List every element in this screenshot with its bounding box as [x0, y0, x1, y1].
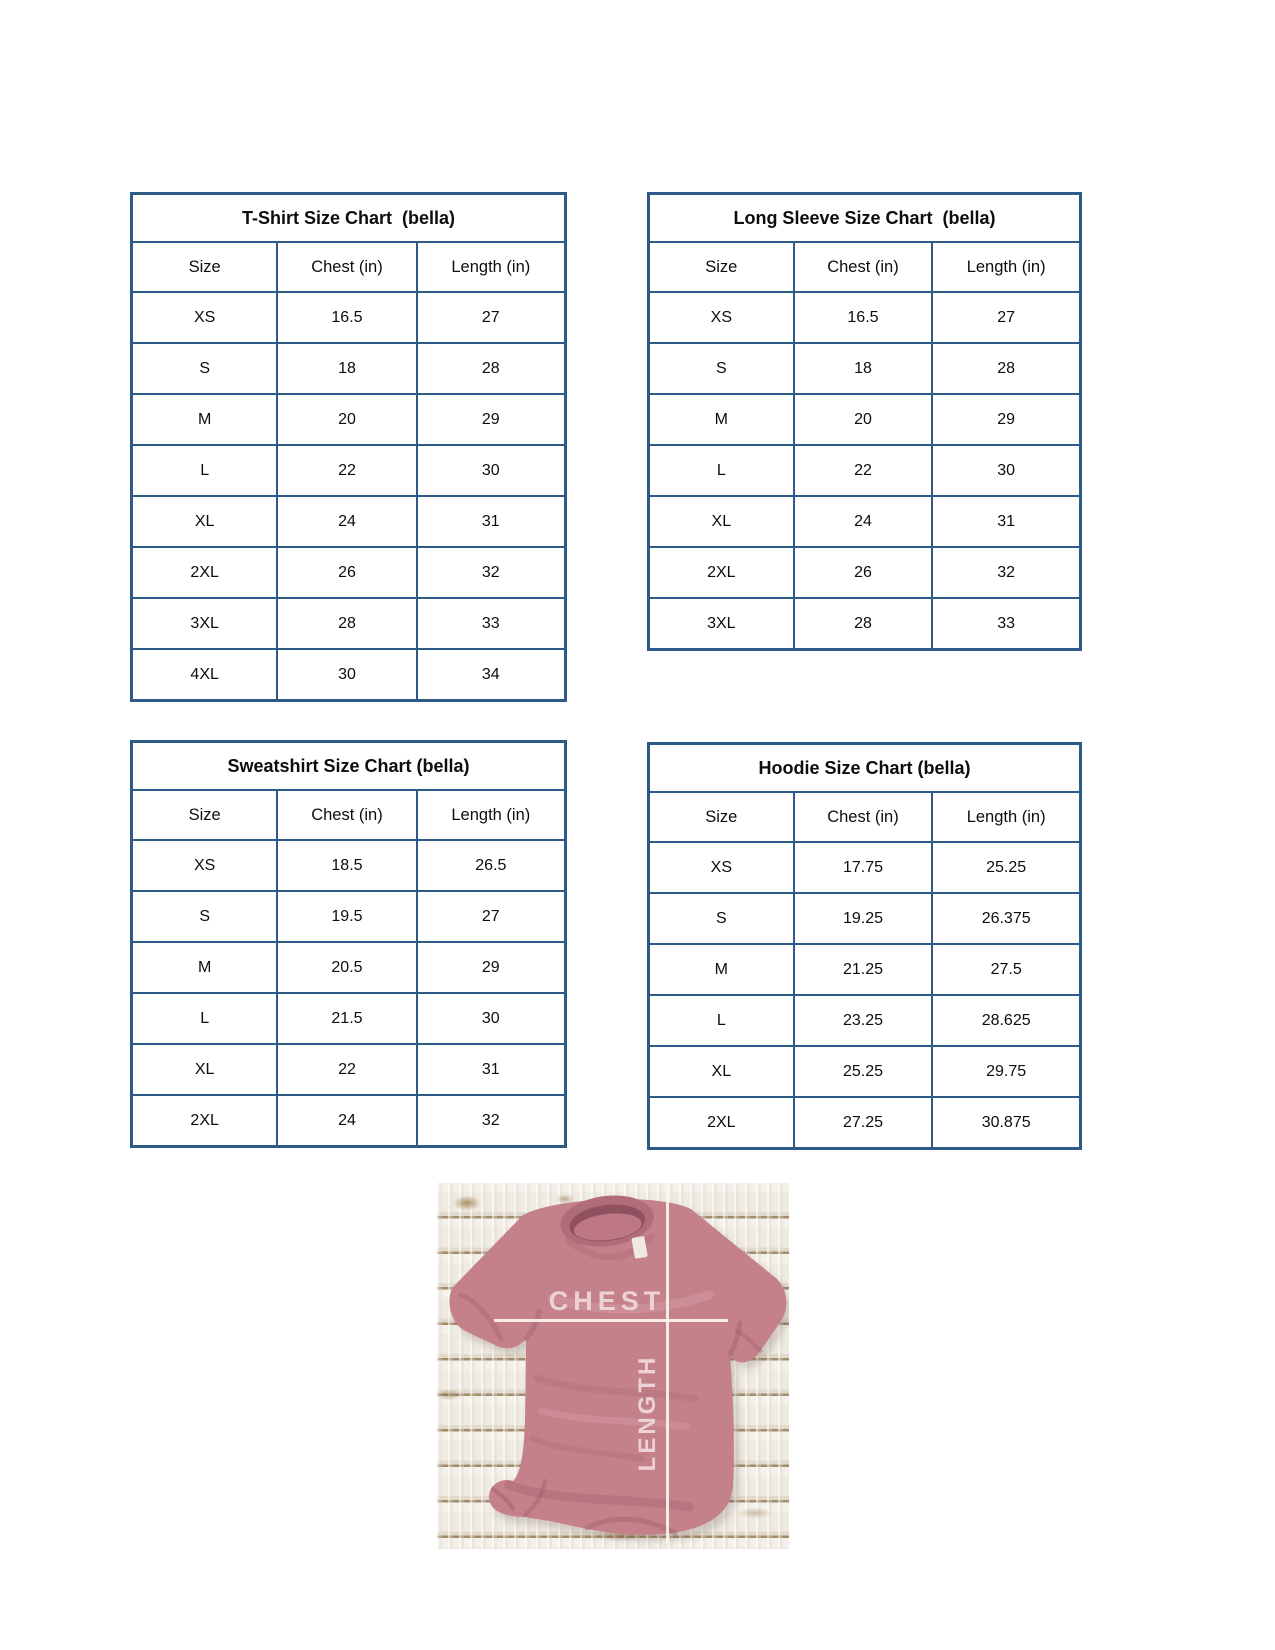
column-header-size: Size: [132, 790, 278, 840]
size-cell: 32: [417, 547, 566, 598]
size-cell: XS: [649, 292, 794, 343]
size-cell: 27: [417, 891, 566, 942]
size-row: [132, 394, 566, 445]
size-cell: S: [649, 893, 794, 944]
longsleeve-size-table: [647, 192, 1082, 651]
column-header-chest: Chest (in): [794, 792, 933, 842]
size-row: [649, 944, 1081, 995]
column-header-chest: Chest (in): [277, 242, 416, 292]
column-header-length: Length (in): [932, 242, 1080, 292]
size-cell: 22: [277, 1044, 416, 1095]
size-cell: 31: [417, 496, 566, 547]
size-cell: 4XL: [132, 649, 278, 701]
size-cell: XL: [132, 1044, 278, 1095]
size-row: [649, 445, 1081, 496]
size-cell: 30: [417, 445, 566, 496]
size-row: [132, 496, 566, 547]
size-cell: 32: [417, 1095, 566, 1147]
size-cell: 20: [794, 394, 933, 445]
size-cell: 31: [417, 1044, 566, 1095]
column-header-chest: Chest (in): [277, 790, 416, 840]
size-cell: 28.625: [932, 995, 1080, 1046]
size-row: [649, 496, 1081, 547]
longsleeve-size-table-container: [647, 192, 1082, 651]
size-cell: 34: [417, 649, 566, 701]
size-cell: S: [132, 891, 278, 942]
size-cell: 26: [794, 547, 933, 598]
size-cell: S: [649, 343, 794, 394]
column-header-length: Length (in): [932, 792, 1080, 842]
size-row: [649, 842, 1081, 893]
size-cell: 30: [417, 993, 566, 1044]
size-row: [649, 547, 1081, 598]
size-cell: 3XL: [132, 598, 278, 649]
size-cell: 26.375: [932, 893, 1080, 944]
size-row: [649, 598, 1081, 650]
size-cell: L: [132, 993, 278, 1044]
size-cell: 20.5: [277, 942, 416, 993]
size-cell: 2XL: [132, 1095, 278, 1147]
chest-measure-line: [494, 1319, 728, 1322]
size-row: [649, 1046, 1081, 1097]
size-cell: 27.5: [932, 944, 1080, 995]
size-row: [132, 292, 566, 343]
column-header-size: Size: [132, 242, 278, 292]
size-cell: 2XL: [132, 547, 278, 598]
size-row: [132, 1095, 566, 1147]
size-row: [132, 1044, 566, 1095]
size-row: [649, 1097, 1081, 1149]
column-header-size: Size: [649, 792, 794, 842]
size-row: [132, 993, 566, 1044]
size-row: [132, 547, 566, 598]
size-row: [132, 343, 566, 394]
size-row: [649, 292, 1081, 343]
size-cell: 16.5: [794, 292, 933, 343]
table-title: Hoodie Size Chart (bella): [649, 744, 1081, 793]
hoodie-size-table: [647, 742, 1082, 1150]
size-cell: 24: [794, 496, 933, 547]
size-cell: 31: [932, 496, 1080, 547]
size-cell: 26: [277, 547, 416, 598]
size-cell: L: [132, 445, 278, 496]
size-cell: 19.25: [794, 893, 933, 944]
size-cell: 22: [794, 445, 933, 496]
size-cell: XL: [649, 496, 794, 547]
sweatshirt-size-table-container: [130, 740, 567, 1148]
column-header-length: Length (in): [417, 242, 566, 292]
size-row: [132, 649, 566, 701]
size-cell: 28: [277, 598, 416, 649]
size-cell: 30: [932, 445, 1080, 496]
size-cell: L: [649, 445, 794, 496]
size-cell: 30.875: [932, 1097, 1080, 1149]
size-cell: 32: [932, 547, 1080, 598]
size-cell: 23.25: [794, 995, 933, 1046]
size-row: [132, 942, 566, 993]
size-cell: M: [649, 944, 794, 995]
length-label: LENGTH: [634, 1354, 661, 1472]
size-row: [649, 995, 1081, 1046]
size-cell: XL: [649, 1046, 794, 1097]
tshirt-measurement-photo: [437, 1183, 789, 1549]
size-row: [132, 598, 566, 649]
size-row: [649, 343, 1081, 394]
size-cell: M: [132, 942, 278, 993]
size-row: [132, 840, 566, 891]
chest-label: CHEST: [548, 1286, 666, 1316]
size-cell: XS: [649, 842, 794, 893]
size-cell: 18.5: [277, 840, 416, 891]
size-cell: 18: [277, 343, 416, 394]
size-cell: 25.25: [794, 1046, 933, 1097]
hoodie-size-table-container: [647, 742, 1082, 1150]
size-cell: XS: [132, 292, 278, 343]
size-row: [132, 891, 566, 942]
tshirt-size-table: [130, 192, 567, 702]
size-cell: 26.5: [417, 840, 566, 891]
size-cell: 20: [277, 394, 416, 445]
size-cell: 28: [417, 343, 566, 394]
size-row: [649, 893, 1081, 944]
size-row: [132, 445, 566, 496]
size-cell: M: [649, 394, 794, 445]
size-cell: 27: [932, 292, 1080, 343]
tshirt-size-table-container: [130, 192, 567, 702]
size-cell: XL: [132, 496, 278, 547]
size-cell: L: [649, 995, 794, 1046]
size-cell: 24: [277, 1095, 416, 1147]
size-cell: 16.5: [277, 292, 416, 343]
size-cell: 30: [277, 649, 416, 701]
size-cell: XS: [132, 840, 278, 891]
size-cell: 29: [417, 942, 566, 993]
size-cell: M: [132, 394, 278, 445]
table-title: T-Shirt Size Chart (bella): [132, 194, 566, 243]
size-cell: 22: [277, 445, 416, 496]
column-header-size: Size: [649, 242, 794, 292]
size-cell: 18: [794, 343, 933, 394]
size-cell: 28: [932, 343, 1080, 394]
size-cell: 25.25: [932, 842, 1080, 893]
size-cell: 3XL: [649, 598, 794, 650]
length-measure-line: [666, 1183, 669, 1543]
size-cell: S: [132, 343, 278, 394]
size-cell: 29: [417, 394, 566, 445]
size-cell: 33: [417, 598, 566, 649]
sweatshirt-size-table: [130, 740, 567, 1148]
size-cell: 2XL: [649, 1097, 794, 1149]
size-cell: 27.25: [794, 1097, 933, 1149]
table-title: Sweatshirt Size Chart (bella): [132, 742, 566, 791]
size-cell: 21.25: [794, 944, 933, 995]
size-cell: 28: [794, 598, 933, 650]
size-cell: 2XL: [649, 547, 794, 598]
column-header-length: Length (in): [417, 790, 566, 840]
size-cell: 29: [932, 394, 1080, 445]
size-cell: 21.5: [277, 993, 416, 1044]
size-cell: 24: [277, 496, 416, 547]
size-cell: 17.75: [794, 842, 933, 893]
tshirt-illustration: [437, 1183, 789, 1549]
size-row: [649, 394, 1081, 445]
table-title: Long Sleeve Size Chart (bella): [649, 194, 1081, 243]
size-cell: 27: [417, 292, 566, 343]
column-header-chest: Chest (in): [794, 242, 933, 292]
size-cell: 19.5: [277, 891, 416, 942]
size-cell: 33: [932, 598, 1080, 650]
size-cell: 29.75: [932, 1046, 1080, 1097]
